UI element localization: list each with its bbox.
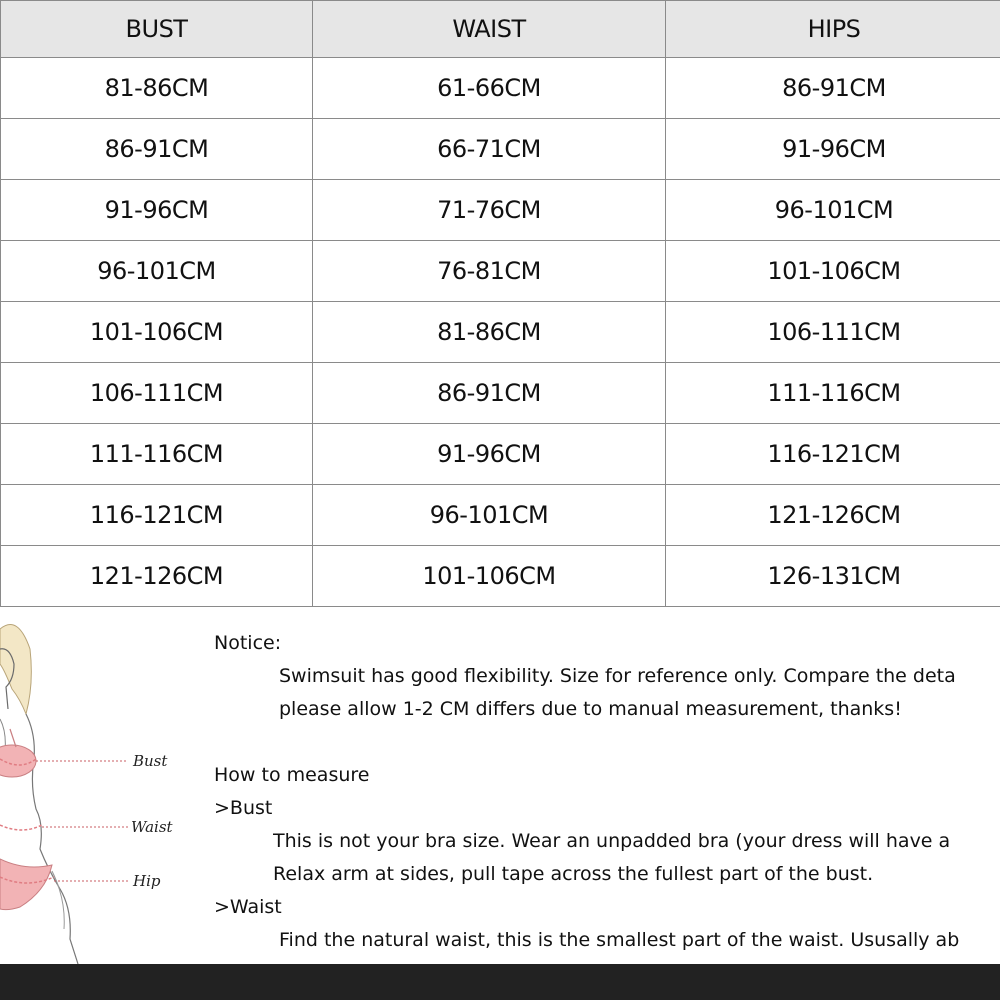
- table-row: [1, 302, 1000, 363]
- header-hips: HIPS: [666, 1, 1000, 58]
- waist-label: Waist: [131, 818, 173, 836]
- bottom-bar: [0, 964, 1000, 1000]
- cell-hips: 121-126CM: [666, 485, 1000, 546]
- cell-waist: 91-96CM: [313, 424, 666, 485]
- header-waist: WAIST: [313, 1, 666, 58]
- bust-heading: >Bust: [214, 797, 273, 819]
- table-row: [1, 485, 1000, 546]
- cell-waist: 61-66CM: [313, 58, 666, 119]
- cell-hips: 111-116CM: [666, 363, 1000, 424]
- how-to-measure-title: How to measure: [214, 764, 370, 786]
- cell-bust: 111-116CM: [1, 424, 313, 485]
- cell-bust: 91-96CM: [1, 180, 313, 241]
- header-bust: BUST: [1, 1, 313, 58]
- bust-instruction-2: Relax arm at sides, pull tape across the fullest part of the bust.: [273, 863, 874, 885]
- cell-hips: 106-111CM: [666, 302, 1000, 363]
- cell-waist: 86-91CM: [313, 363, 666, 424]
- hip-label: Hip: [133, 872, 161, 890]
- cell-hips: 126-131CM: [666, 546, 1000, 607]
- table-row: [1, 546, 1000, 607]
- cell-hips: 91-96CM: [666, 119, 1000, 180]
- waist-heading: >Waist: [214, 896, 282, 918]
- table-row: [1, 119, 1000, 180]
- notice-line-1: Swimsuit has good flexibility. Size for reference only. Compare the deta: [279, 665, 956, 687]
- cell-hips: 86-91CM: [666, 58, 1000, 119]
- cell-waist: 101-106CM: [313, 546, 666, 607]
- table-row: [1, 58, 1000, 119]
- cell-bust: 116-121CM: [1, 485, 313, 546]
- table-row: [1, 424, 1000, 485]
- cell-hips: 101-106CM: [666, 241, 1000, 302]
- cell-bust: 121-126CM: [1, 546, 313, 607]
- waist-instruction-1: Find the natural waist, this is the smallest part of the waist. Ususally ab: [279, 929, 960, 951]
- cell-waist: 96-101CM: [313, 485, 666, 546]
- cell-hips: 116-121CM: [666, 424, 1000, 485]
- cell-waist: 81-86CM: [313, 302, 666, 363]
- body-sketch-image: [0, 609, 200, 964]
- cell-bust: 81-86CM: [1, 58, 313, 119]
- cell-hips: 96-101CM: [666, 180, 1000, 241]
- cell-waist: 76-81CM: [313, 241, 666, 302]
- cell-waist: 71-76CM: [313, 180, 666, 241]
- cell-bust: 106-111CM: [1, 363, 313, 424]
- cell-bust: 86-91CM: [1, 119, 313, 180]
- table-row: [1, 180, 1000, 241]
- bust-label: Bust: [133, 752, 168, 770]
- notice-title: Notice:: [214, 632, 282, 654]
- cell-bust: 101-106CM: [1, 302, 313, 363]
- cell-bust: 96-101CM: [1, 241, 313, 302]
- bust-instruction-1: This is not your bra size. Wear an unpadded bra (your dress will have a: [273, 830, 951, 852]
- notice-line-2: please allow 1-2 CM differs due to manual measurement, thanks!: [279, 698, 902, 720]
- table-row: [1, 363, 1000, 424]
- table-row: [1, 241, 1000, 302]
- cell-waist: 66-71CM: [313, 119, 666, 180]
- measurement-figure-illustration: [0, 609, 200, 964]
- table-header-row: [1, 1, 1000, 58]
